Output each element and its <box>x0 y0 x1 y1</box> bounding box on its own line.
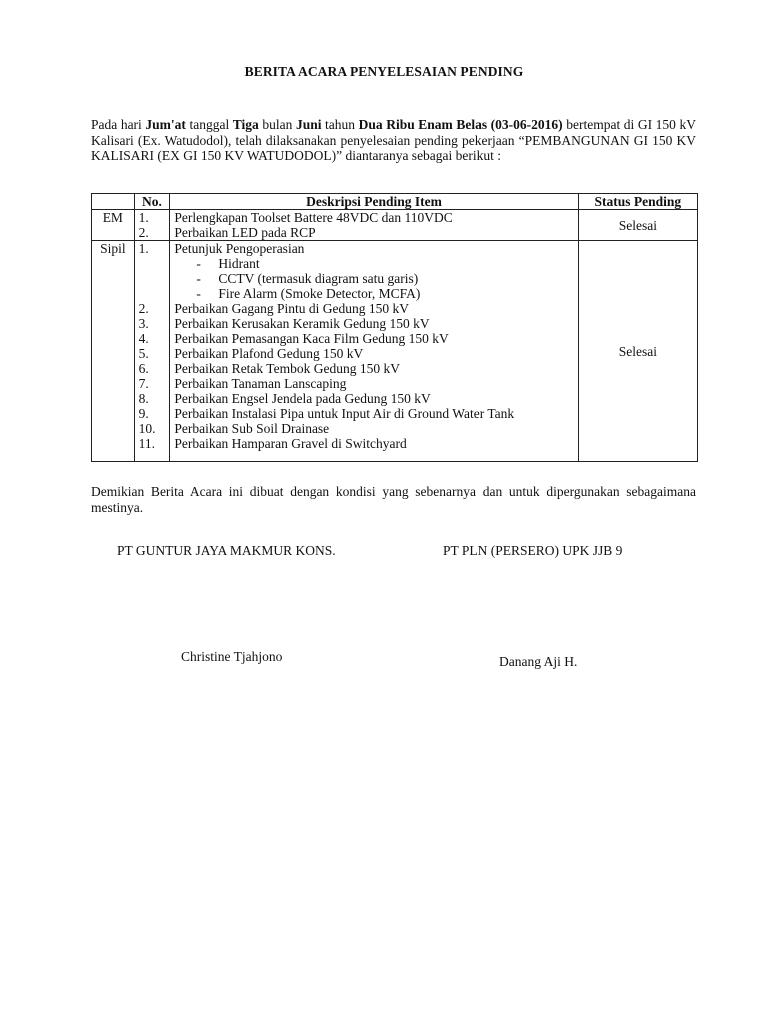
em-status: Selesai <box>578 210 697 241</box>
header-description: Deskripsi Pending Item <box>170 194 578 210</box>
intro-month: Juni <box>295 117 322 132</box>
list-item: Perbaikan Tanaman Lanscaping <box>174 376 347 391</box>
em-numbers: 1. 2. <box>134 210 170 241</box>
header-no: No. <box>134 194 170 210</box>
list-item: Perbaikan Pemasangan Kaca Film Gedung 150 kV <box>174 331 449 346</box>
division-em: EM <box>92 210 135 241</box>
intro-date: Tiga <box>232 117 259 132</box>
list-item: Perbaikan Instalasi Pipa untuk Input Air di Ground Water Tank <box>174 406 515 421</box>
table-header-row <box>92 194 698 210</box>
sub-list-item: - CCTV (termasuk diagram satu garis) <box>196 271 419 286</box>
sipil-numbers: 1. 2. 3. 4. 5. 6. 7. 8. 9. 10. 11. <box>134 241 170 462</box>
list-item: Perlengkapan Toolset Battere 48VDC dan 110VDC <box>174 210 453 225</box>
list-item: Perbaikan Engsel Jendela pada Gedung 150 kV <box>174 391 431 406</box>
division-sipil: Sipil <box>92 241 135 462</box>
left-signatory-name: Christine Tjahjono <box>181 649 283 664</box>
sipil-descriptions <box>170 241 578 462</box>
list-item: Perbaikan Kerusakan Keramik Gedung 150 kV <box>174 316 430 331</box>
list-item: Petunjuk Pengoperasian <box>174 241 305 256</box>
sipil-status: Selesai <box>578 241 697 462</box>
document-title: BERITA ACARA PENYELESAIAN PENDING <box>244 64 524 79</box>
table-row-sipil <box>92 241 698 462</box>
pending-items-table <box>91 193 698 462</box>
header-status: Status Pending <box>578 194 697 210</box>
intro-day: Jum'at <box>145 117 186 132</box>
list-item: Perbaikan Gagang Pintu di Gedung 150 kV <box>174 301 410 316</box>
list-item: Perbaikan LED pada RCP <box>174 225 316 240</box>
em-descriptions <box>170 210 578 241</box>
header-division <box>92 194 135 210</box>
sub-list-item: - Hidrant <box>196 256 260 271</box>
closing-paragraph: Demikian Berita Acara ini dibuat dengan kondisi yang sebenarnya dan untuk dipergunakan sebagaimana mestinya. <box>91 484 696 515</box>
sub-list-item: - Fire Alarm (Smoke Detector, MCFA) <box>196 286 421 301</box>
list-item: Perbaikan Sub Soil Drainase <box>174 421 330 436</box>
table-row-em <box>92 210 698 241</box>
list-item: Perbaikan Plafond Gedung 150 kV <box>174 346 364 361</box>
list-item: Perbaikan Hamparan Gravel di Switchyard <box>174 436 407 451</box>
intro-paragraph: Pada hari Jum'at tanggal Tiga bulan Juni tahun Dua Ribu Enam Belas (03-06-2016) bertempat di GI 150 kV Kalisari (Ex. Watudodol), telah dilaksanakan penyelesaian pending pekerjaan “PEMBANGUNAN GI 150 KV KALISARI (EX GI 150 KV WATUDODOL)” diantaranya sebagai berikut : <box>91 117 697 163</box>
list-item: Perbaikan Retak Tembok Gedung 150 kV <box>174 361 400 376</box>
right-signatory-name: Danang Aji H. <box>499 654 578 669</box>
intro-year: Dua Ribu Enam Belas (03-06-2016) <box>358 117 563 132</box>
right-company: PT PLN (PERSERO) UPK JJB 9 <box>443 543 623 558</box>
left-company: PT GUNTUR JAYA MAKMUR KONS. <box>117 543 336 558</box>
